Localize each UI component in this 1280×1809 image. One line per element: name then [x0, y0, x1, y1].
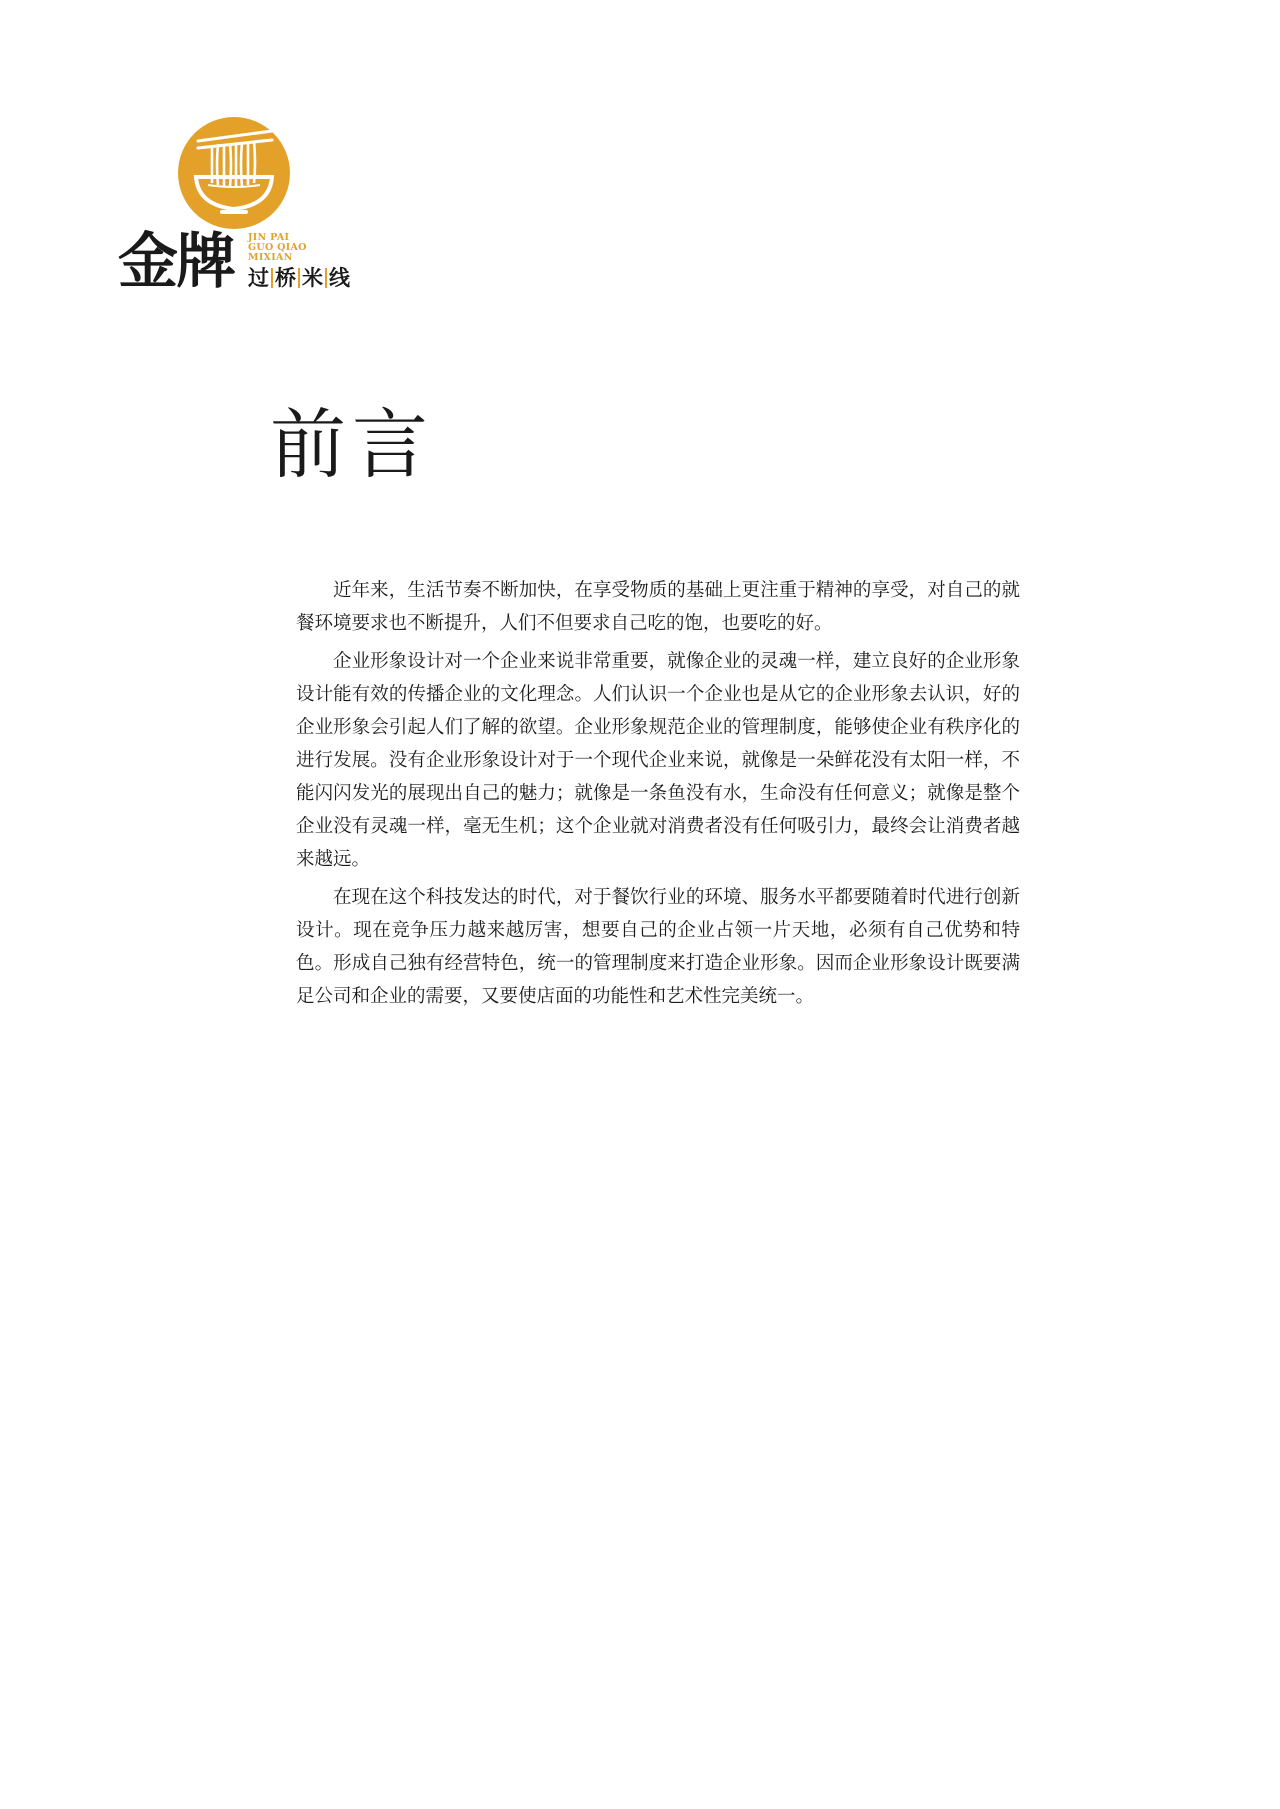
logo-latin-line: JIN PAI	[248, 232, 290, 243]
brand-logo	[118, 112, 378, 302]
noodle-bowl-icon	[178, 117, 290, 229]
logo-subtitle	[248, 265, 350, 291]
logo-latin-line: GUO QIAO	[248, 242, 307, 253]
logo-latin-name	[248, 233, 307, 263]
preface-body	[296, 574, 1020, 1018]
logo-brand-name: 金牌	[118, 227, 234, 297]
logo-subtitle-char: 线	[329, 266, 350, 290]
paragraph: 近年来，生活节奏不断加快，在享受物质的基础上更注重于精神的享受，对自己的就餐环境要求也不断提升，人们不但要求自己吃的饱，也要吃的好。	[296, 580, 1020, 634]
logo-latin-line: MIXIAN	[248, 252, 293, 263]
paragraph: 企业形象设计对一个企业来说非常重要，就像企业的灵魂一样，建立良好的企业形象设计能有效的传播企业的文化理念。人们认识一个企业也是从它的企业形象去认识，好的企业形象会引起人们了解的欲望。企业形象规范企业的管理制度，能够使企业有秩序化的进行发展。没有企业形象设计对于一个现代企业来说，就像是一朵鲜花没有太阳一样，不能闪闪发光的展现出自己的魅力；就像是一条鱼没有水，生命没有任何意义；就像是整个企业没有灵魂一样，毫无生机；这个企业就对消费者没有任何吸引力，最终会让消费者越来越远。	[296, 651, 1020, 870]
logo-subtitle-char: 过	[248, 266, 269, 290]
logo-separator	[325, 268, 327, 288]
paragraph: 在现在这个科技发达的时代，对于餐饮行业的环境、服务水平都要随着时代进行创新设计。现在竞争压力越来越厉害，想要自己的企业占领一片天地，必须有自己优势和特色。形成自己独有经营特色，统一的管理制度来打造企业形象。因而企业形象设计既要满足公司和企业的需要，又要使店面的功能性和艺术性完美统一。	[296, 887, 1020, 1007]
logo-separator	[298, 268, 300, 288]
logo-subtitle-char: 米	[302, 266, 323, 290]
logo-separator	[271, 268, 273, 288]
logo-subtitle-char: 桥	[275, 266, 296, 290]
page-title: 前言	[270, 400, 434, 489]
